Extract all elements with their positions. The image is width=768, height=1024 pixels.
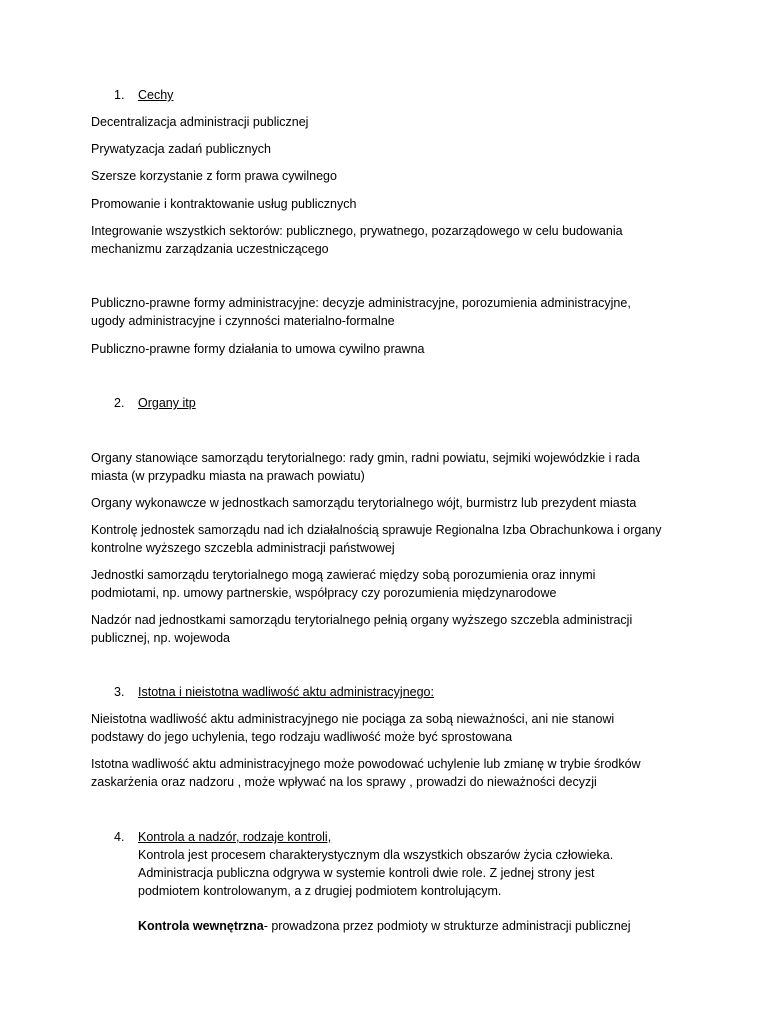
paragraph: Publiczno-prawne formy działania to umowa cywilno prawna: [91, 342, 425, 356]
indented-line: Kontrola jest procesem charakterystycznym dla wszystkich obszarów życia człowieka.: [138, 848, 614, 862]
paragraph-line: publicznej, np. wojewoda: [91, 631, 230, 645]
paragraph: Prywatyzacja zadań publicznych: [91, 142, 271, 156]
section-number: 2.: [114, 396, 125, 410]
paragraph: Decentralizacja administracji publicznej: [91, 115, 309, 129]
section-heading-1: [114, 86, 173, 104]
paragraph: Organy wykonawcze w jednostkach samorządu terytorialnego wójt, burmistrz lub prezydent miasta: [91, 496, 637, 510]
section-heading-4: [114, 828, 331, 846]
indented-line: [138, 917, 631, 935]
paragraph-line: ugody administracyjne i czynności materialno-formalne: [91, 314, 395, 328]
section-heading-3: [114, 683, 434, 701]
paragraph-line: podmiotami, np. umowy partnerskie, współpracy czy porozumienia międzynarodowe: [91, 586, 557, 600]
paragraph-line: zaskarżenia oraz nadzoru , może wpływać na los sprawy , prowadzi do nieważności decyzji: [91, 775, 597, 789]
indented-line: Administracja publiczna odgrywa w systemie kontroli dwie role. Z jednej strony jest: [138, 866, 595, 880]
section-title: Organy itp: [138, 396, 196, 410]
paragraph-line: Istotna wadliwość aktu administracyjnego może powodować uchylenie lub zmianę w trybie środków: [91, 757, 641, 771]
paragraph-line: mechanizmu zarządzania uczestniczącego: [91, 242, 329, 256]
paragraph-line: podstawy do jego uchylenia, tego rodzaju wadliwość może być sprostowana: [91, 730, 513, 744]
section-number: 1.: [114, 88, 125, 102]
paragraph-line: Nadzór nad jednostkami samorządu terytorialnego pełnią organy wyższego szczebla administracji: [91, 613, 633, 627]
paragraph-line: Integrowanie wszystkich sektorów: publicznego, prywatnego, pozarządowego w celu budowania: [91, 224, 623, 238]
section-title: Kontrola a nadzór, rodzaje kontroli,: [138, 830, 332, 844]
section-title: Cechy: [138, 88, 174, 102]
paragraph-line: kontrolne wyższego szczebla administracji państwowej: [91, 541, 395, 555]
paragraph: Promowanie i kontraktowanie usług publicznych: [91, 197, 357, 211]
section-number: 4.: [114, 830, 125, 844]
paragraph-line: Organy stanowiące samorządu terytorialnego: rady gmin, radni powiatu, sejmiki wojewódzkie i rada: [91, 451, 640, 465]
paragraph-line: Nieistotna wadliwość aktu administracyjnego nie pociąga za sobą nieważności, ani nie stanowi: [91, 712, 615, 726]
section-title: Istotna i nieistotna wadliwość aktu administracyjnego:: [138, 685, 434, 699]
paragraph-line: Publiczno-prawne formy administracyjne: decyzje administracyjne, porozumienia administracyjne,: [91, 296, 631, 310]
section-heading-2: [114, 394, 196, 412]
paragraph-line: miasta (w przypadku miasta na prawach powiatu): [91, 469, 365, 483]
section-number: 3.: [114, 685, 125, 699]
paragraph-line: Jednostki samorządu terytorialnego mogą zawierać między sobą porozumienia oraz innymi: [91, 568, 596, 582]
bold-term: Kontrola wewnętrzna: [138, 919, 264, 933]
indented-line: podmiotem kontrolowanym, a z drugiej podmiotem kontrolującym.: [138, 884, 502, 898]
term-definition: - prowadzona przez podmioty w strukturze administracji publicznej: [263, 919, 631, 933]
paragraph-line: Kontrolę jednostek samorządu nad ich działalnością sprawuje Regionalna Izba Obrachunkowa i organy: [91, 523, 662, 537]
paragraph: Szersze korzystanie z form prawa cywilnego: [91, 169, 337, 183]
